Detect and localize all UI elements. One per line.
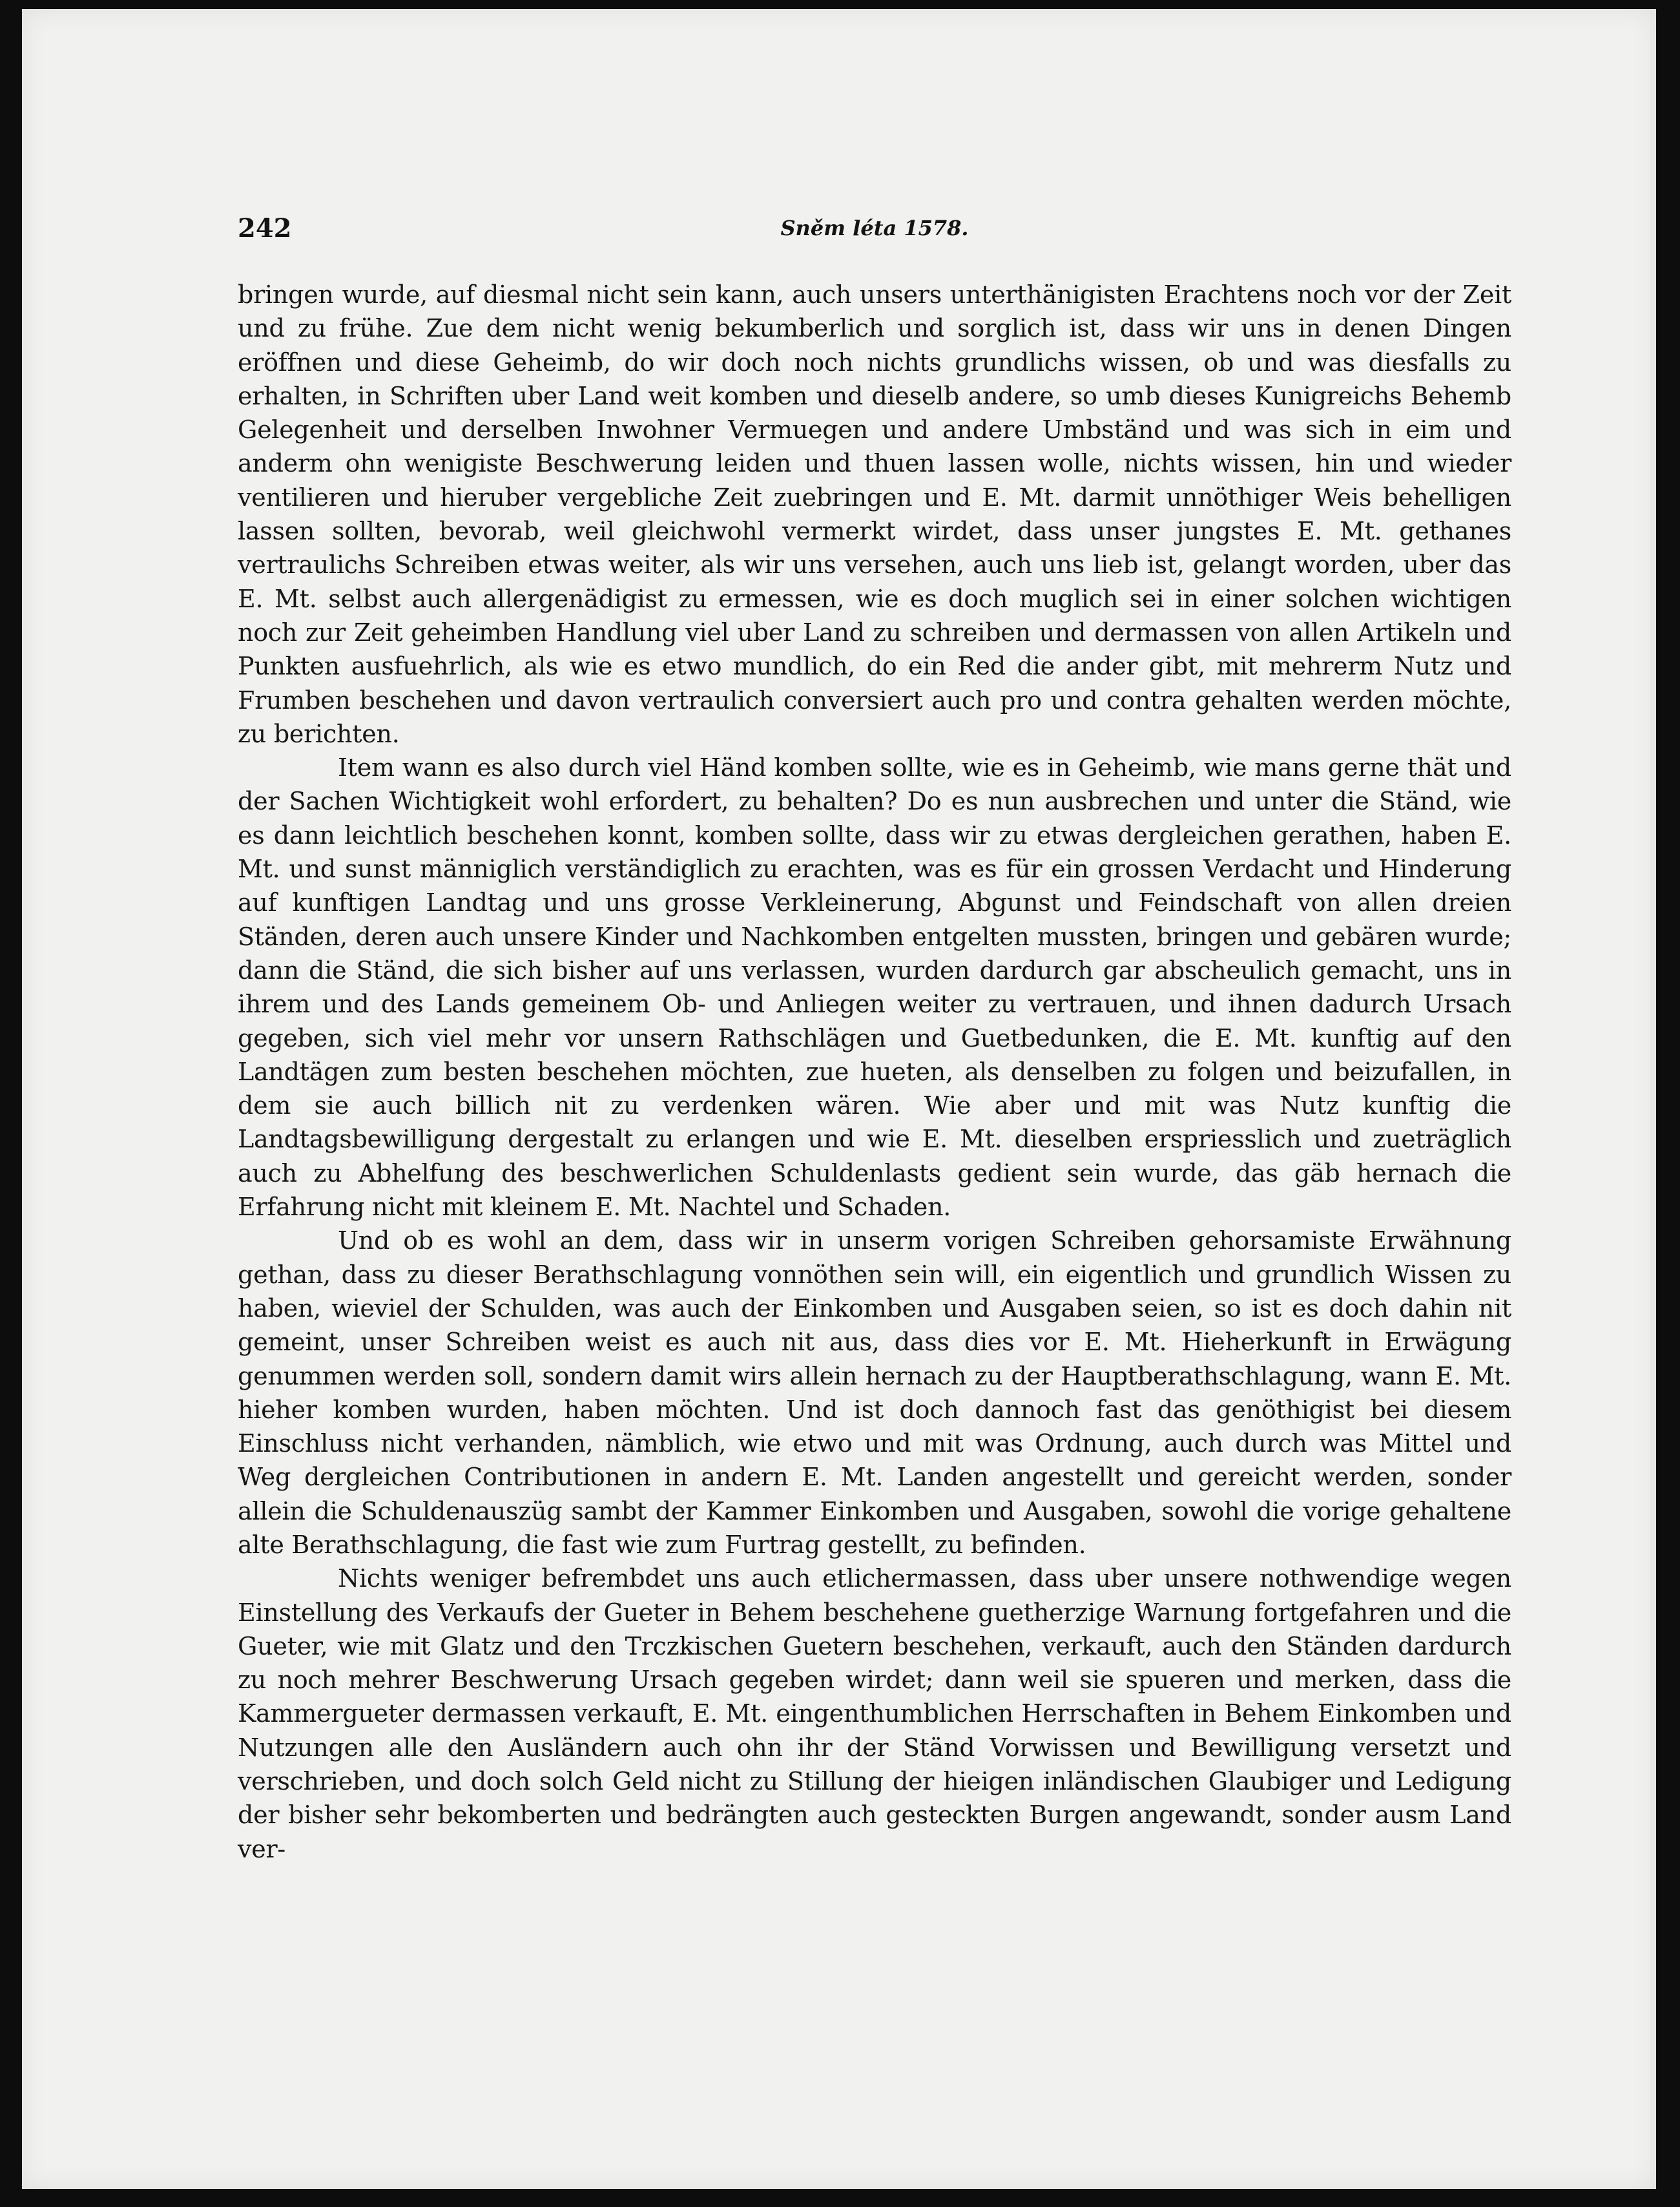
- paragraph-3: Und ob es wohl an dem, dass wir in unserm vorigen Schreiben gehorsamiste Erwähnung gethan, dass zu dieser Berathschlagung vonnöthen sein will, ein eigentlich und grundlich Wissen zu haben, wieviel der Schulden, was auch der Einkomben und Ausgaben seien, so ist es doch dahin nit gemeint, unser Schreiben weist es auch nit aus, dass dies vor E. Mt. Hieherkunft in Erwägung genummen werden soll, sondern damit wirs allein hernach zu der Hauptberathschlagung, wann E. Mt. hieher komben wurden, haben möchten. Und ist doch dannoch fast das genöthigist bei diesem Einschluss nicht verhanden, nämblich, wie etwo und mit was Ordnung, auch durch was Mittel und Weg dergleichen Contributionen in andern E. Mt. Landen angestellt und gereicht werden, sonder allein die Schuldenauszüg sambt der Kammer Einkomben und Ausgaben, sowohl die vorige gehaltene alte Berathschlagung, die fast wie zum Furtrag gestellt, zu befinden.: [238, 1226, 1511, 1559]
- page-number: 242: [238, 213, 292, 244]
- paragraph-2: Item wann es also durch viel Händ komben sollte, wie es in Geheimb, wie mans gerne thät und der Sachen Wichtigkeit wohl erfordert, zu behalten? Do es nun ausbrechen und unter die Ständ, wie es dann leichtlich beschehen konnt, komben sollte, dass wir zu etwas dergleichen gerathen, haben E. Mt. und sunst männiglich verständiglich zu erachten, was es für ein grossen Verdacht und Hinderung auf kunftigen Landtag und uns grosse Verkleinerung, Abgunst und Feindschaft von allen dreien Ständen, deren auch unsere Kinder und Nachkomben entgelten mussten, bringen und gebären wurde; dann die Ständ, die sich bisher auf uns verlassen, wurden dardurch gar abscheulich gemacht, uns in ihrem und des Lands gemeinem Ob- und Anliegen weiter zu vertrauen, und ihnen dadurch Ursach gegeben, sich viel mehr vor unsern Rathschlägen und Guetbedunken, die E. Mt. kunftig auf den Landtägen zum besten beschehen möchten, zue hueten, als denselben zu folgen und beizufallen, in dem sie auch billich nit zu verdenken wären. Wie aber und mit was Nutz kunftig die Landtagsbewilligung dergestalt zu erlangen und wie E. Mt. dieselben erspriesslich und zueträglich auch zu Abhelfung des beschwerlichen Schuldenlasts gedient sein wurde, das gäb hernach die Erfahrung nicht mit kleinem E. Mt. Nachtel und Schaden.: [238, 753, 1511, 1222]
- body-text: [238, 278, 1511, 1866]
- page-header: [238, 213, 1511, 252]
- running-head: Sněm léta 1578.: [780, 216, 969, 240]
- paragraph-1: bringen wurde, auf diesmal nicht sein kann, auch unsers unterthänigisten Erachtens noch vor der Zeit und zu frühe. Zue dem nicht wenig bekumberlich und sorglich ist, dass wir uns in denen Dingen eröffnen und diese Geheimb, do wir doch noch nichts grundlichs wissen, ob und was diesfalls zu erhalten, in Schriften uber Land weit komben und dieselb andere, so umb dieses Kunigreichs Behemb Gelegenheit und derselben Inwohner Vermuegen und andere Umbständ und was sich in eim und anderm ohn wenigiste Beschwerung leiden und thuen lassen wolle, nichts wissen, hin und wieder ventilieren und hieruber vergebliche Zeit zuebringen und E. Mt. darmit unnöthiger Weis behelligen lassen sollten, bevorab, weil gleichwohl vermerkt wirdet, dass unser jungstes E. Mt. gethanes vertraulichs Schreiben etwas weiter, als wir uns versehen, auch uns lieb ist, gelangt worden, uber das E. Mt. selbst auch allergenädigist zu ermessen, wie es doch muglich sei in einer solchen wichtigen noch zur Zeit geheimben Handlung viel uber Land zu schreiben und dermassen von allen Artikeln und Punkten ausfuehrlich, als wie es etwo mundlich, do ein Red die ander gibt, mit mehrerm Nutz und Frumben beschehen und davon vertraulich conversiert auch pro und contra gehalten werden möchte, zu berichten.: [238, 280, 1511, 748]
- paragraph-4: Nichts weniger befrembdet uns auch etlichermassen, dass uber unsere nothwendige wegen Einstellung des Verkaufs der Gueter in Behem beschehene guetherzige Warnung fortgefahren und die Gueter, wie mit Glatz und den Trczkischen Guetern beschehen, verkauft, auch den Ständen dardurch zu noch mehrer Beschwerung Ursach gegeben wirdet; dann weil sie spueren und merken, dass die Kammergueter dermassen verkauft, E. Mt. eingenthumblichen Herrschaften in Behem Einkomben und Nutzungen alle den Ausländern auch ohn ihr der Ständ Vorwissen und Bewilligung versetzt und verschrieben, und doch solch Geld nicht zu Stillung der hieigen inländischen Glaubiger und Ledigung der bisher sehr bekomberten und bedrängten auch gesteckten Burgen angewandt, sonder ausm Land ver-: [238, 1564, 1511, 1863]
